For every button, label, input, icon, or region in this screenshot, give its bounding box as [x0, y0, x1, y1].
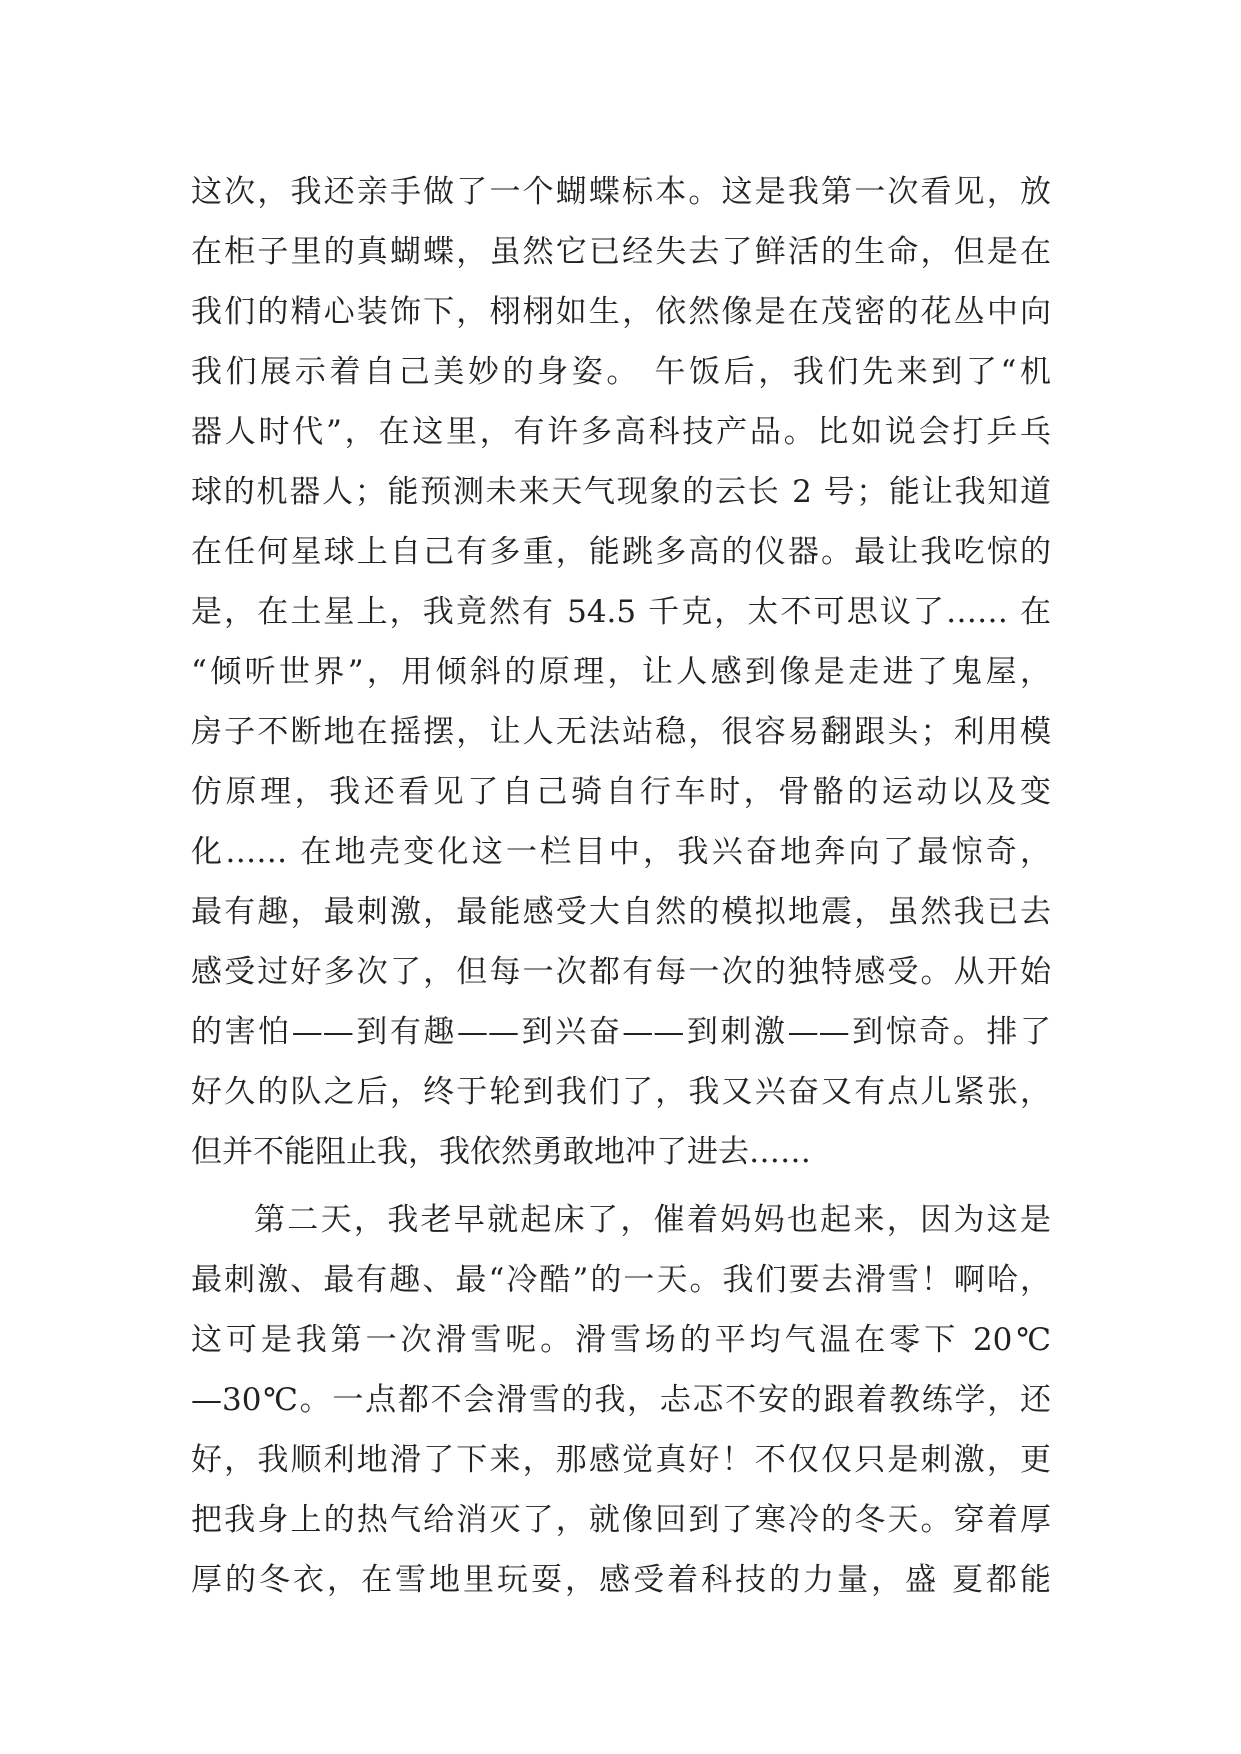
text-line: 我们展示着自己美妙的身姿。 午饭后，我们先来到了“机 [191, 354, 1051, 390]
paragraph-end-line: 但并不能阻止我，我依然勇敢地冲了进去…… [191, 1134, 811, 1170]
paragraph-start-line: 第二天，我老早就起床了，催着妈妈也起来，因为这是 [254, 1202, 1051, 1238]
text-line: 好，我顺利地滑了下来，那感觉真好！不仅仅只是刺激，更 [191, 1442, 1051, 1478]
text-line: 在柜子里的真蝴蝶，虽然它已经失去了鲜活的生命，但是在 [191, 234, 1051, 270]
text-line: 最有趣，最刺激，最能感受大自然的模拟地震，虽然我已去 [191, 894, 1051, 930]
text-line: 器人时代”，在这里，有许多高科技产品。比如说会打乒乓 [191, 414, 1051, 450]
text-line: 仿原理，我还看见了自己骑自行车时，骨骼的运动以及变 [191, 774, 1051, 810]
text-line: 在任何星球上自己有多重，能跳多高的仪器。最让我吃惊的 [191, 534, 1051, 570]
text-line: 感受过好多次了，但每一次都有每一次的独特感受。从开始 [191, 954, 1051, 990]
text-line: —30℃。一点都不会滑雪的我，忐忑不安的跟着教练学，还 [191, 1382, 1051, 1418]
text-line: 这可是我第一次滑雪呢。滑雪场的平均气温在零下 20℃ [191, 1322, 1051, 1358]
text-line: 化…… 在地壳变化这一栏目中，我兴奋地奔向了最惊奇， [191, 834, 1051, 870]
text-line: 厚的冬衣，在雪地里玩耍，感受着科技的力量，盛 夏都能 [191, 1562, 1051, 1598]
body-text [191, 162, 1051, 1610]
text-line: 最刺激、最有趣、最“冷酷”的一天。我们要去滑雪！啊哈， [191, 1262, 1051, 1298]
text-line: 房子不断地在摇摆，让人无法站稳，很容易翻跟头；利用模 [191, 714, 1051, 750]
text-line: 的害怕——到有趣——到兴奋——到刺激——到惊奇。排了 [191, 1014, 1051, 1050]
text-line: 是，在土星上，我竟然有 54.5 千克，太不可思议了…… 在 [191, 594, 1051, 630]
text-line: “倾听世界”，用倾斜的原理，让人感到像是走进了鬼屋， [191, 654, 1051, 690]
text-line: 把我身上的热气给消灭了，就像回到了寒冷的冬天。穿着厚 [191, 1502, 1051, 1538]
text-line: 球的机器人；能预测未来天气现象的云长 2 号；能让我知道 [191, 474, 1051, 510]
text-line: 我们的精心装饰下，栩栩如生，依然像是在茂密的花丛中向 [191, 294, 1051, 330]
text-line: 好久的队之后，终于轮到我们了，我又兴奋又有点儿紧张， [191, 1074, 1051, 1110]
text-line: 这次，我还亲手做了一个蝴蝶标本。这是我第一次看见，放 [191, 174, 1051, 210]
